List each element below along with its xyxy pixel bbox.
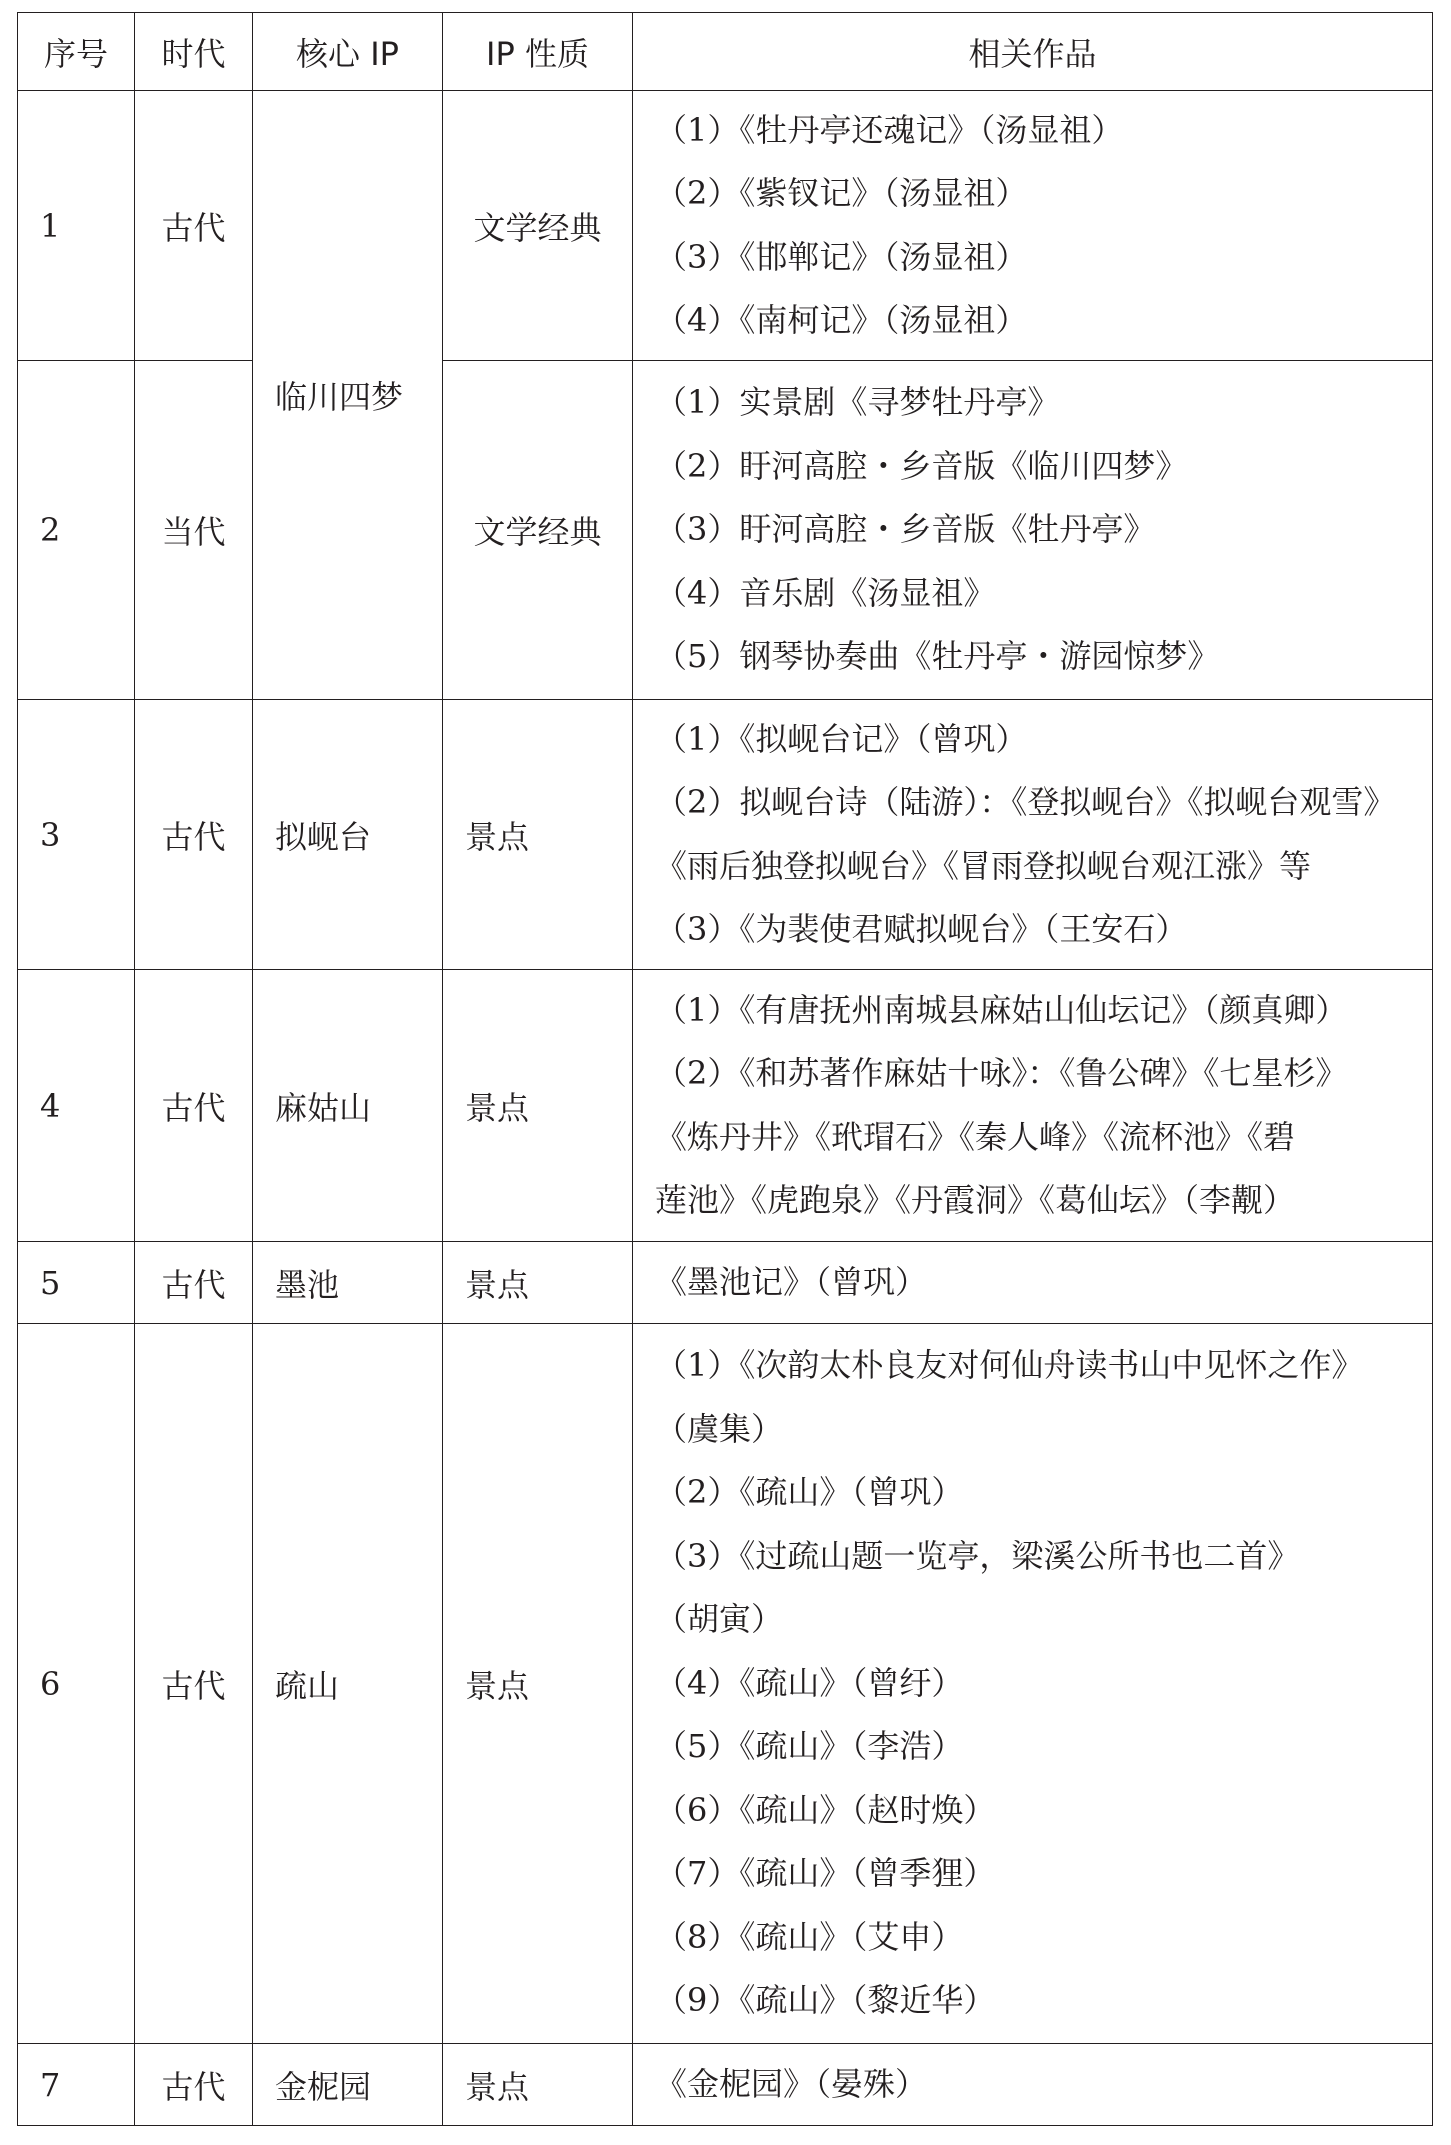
row-number: 7 [18, 2044, 135, 2126]
ip-nature-cell: 景点 [443, 700, 633, 970]
ip-nature-cell: 景点 [443, 2044, 633, 2126]
table-row [18, 2044, 1433, 2126]
era-cell: 古代 [135, 970, 253, 1242]
works-cell [633, 91, 1433, 361]
era-cell: 古代 [135, 2044, 253, 2126]
table-row [18, 91, 1433, 361]
work-item: （7）《疏山》（曾季狸） [655, 1854, 996, 1893]
work-item: （2）《和苏著作麻姑十咏》：《鲁公碑》《七星杉》 [655, 1054, 1348, 1092]
works-cell [633, 970, 1433, 1242]
work-item: （1）《次韵太朴良友对何仙舟读书山中见怀之作》 [655, 1346, 1364, 1385]
work-item: （1）实景剧《寻梦牡丹亭》 [655, 383, 1060, 422]
work-item: 莲池》《虎跑泉》《丹霞洞》《葛仙坛》（李觏） [655, 1181, 1296, 1219]
ip-nature-cell: 文学经典 [443, 361, 633, 700]
work-item: （3）《为裴使君赋拟岘台》（王安石） [655, 910, 1188, 948]
core-ip-cell: 麻姑山 [253, 970, 443, 1242]
work-item: （2）《疏山》（曾巩） [655, 1473, 964, 1512]
works-cell [633, 2044, 1433, 2126]
header-ip-nature: IP 性质 [443, 13, 633, 91]
work-item: （5）钢琴协奏曲《牡丹亭・游园惊梦》 [655, 637, 1220, 676]
ip-nature-cell: 文学经典 [443, 91, 633, 361]
table-row [18, 1324, 1433, 2044]
core-ip-cell: 临川四梦 [253, 91, 443, 700]
row-number: 2 [18, 361, 135, 700]
core-ip-cell: 金柅园 [253, 2044, 443, 2126]
core-ip-cell: 拟岘台 [253, 700, 443, 970]
header-related-works: 相关作品 [633, 13, 1433, 91]
work-item: （1）《拟岘台记》（曾巩） [655, 719, 1028, 758]
header-row [18, 13, 1433, 91]
table-row [18, 361, 1433, 700]
ip-nature-cell: 景点 [443, 1242, 633, 1324]
row-number: 5 [18, 1242, 135, 1324]
header-core-ip: 核心 IP [253, 13, 443, 91]
work-item: （4）音乐剧《汤显祖》 [655, 573, 996, 612]
works-cell [633, 1324, 1433, 2044]
work-item: （1）《牡丹亭还魂记》（汤显祖） [655, 110, 1124, 149]
work-item: （3）《过疏山题一览亭，梁溪公所书也二首》 [655, 1536, 1300, 1575]
work-item: 《金柅园》（晏殊） [655, 2064, 928, 2103]
row-number: 1 [18, 91, 135, 361]
work-item: （3）盱河高腔・乡音版《牡丹亭》 [655, 510, 1156, 549]
work-item: （4）《疏山》（曾纡） [655, 1663, 964, 1702]
era-cell: 古代 [135, 91, 253, 361]
row-number: 4 [18, 970, 135, 1242]
work-item: （1）《有唐抚州南城县麻姑山仙坛记》（颜真卿） [655, 990, 1348, 1029]
work-item: （胡寅） [655, 1600, 784, 1639]
work-item: （5）《疏山》（李浩） [655, 1727, 964, 1766]
row-number: 6 [18, 1324, 135, 2044]
table-row [18, 970, 1433, 1242]
work-item: （6）《疏山》（赵时焕） [655, 1790, 996, 1829]
work-item: 《墨池记》（曾巩） [655, 1262, 928, 1301]
table-row [18, 1242, 1433, 1324]
era-cell: 古代 [135, 700, 253, 970]
work-item: （虞集） [655, 1409, 784, 1448]
works-table [17, 12, 1433, 2126]
works-cell [633, 361, 1433, 700]
work-item: （2）拟岘台诗（陆游）：《登拟岘台》《拟岘台观雪》 [655, 783, 1396, 821]
works-cell [633, 700, 1433, 970]
work-item: （8）《疏山》（艾申） [655, 1917, 964, 1956]
work-item: （9）《疏山》（黎近华） [655, 1981, 996, 2020]
ip-nature-cell: 景点 [443, 970, 633, 1242]
core-ip-cell: 墨池 [253, 1242, 443, 1324]
work-item: （3）《邯郸记》（汤显祖） [655, 237, 1028, 276]
ip-nature-cell: 景点 [443, 1324, 633, 2044]
work-item: （4）《南柯记》（汤显祖） [655, 301, 1028, 339]
core-ip-cell: 疏山 [253, 1324, 443, 2044]
work-item: （2）《紫钗记》（汤显祖） [655, 174, 1028, 212]
works-cell [633, 1242, 1433, 1324]
table-row [18, 700, 1433, 970]
work-item: （2）盱河高腔・乡音版《临川四梦》 [655, 446, 1188, 485]
work-item: 《炼丹井》《玳瑁石》《秦人峰》《流杯池》《碧 [655, 1117, 1296, 1156]
work-item: 《雨后独登拟岘台》《冒雨登拟岘台观江涨》等 [655, 846, 1312, 885]
era-cell: 当代 [135, 361, 253, 700]
era-cell: 古代 [135, 1324, 253, 2044]
era-cell: 古代 [135, 1242, 253, 1324]
row-number: 3 [18, 700, 135, 970]
header-era: 时代 [135, 13, 253, 91]
header-no: 序号 [18, 13, 135, 91]
